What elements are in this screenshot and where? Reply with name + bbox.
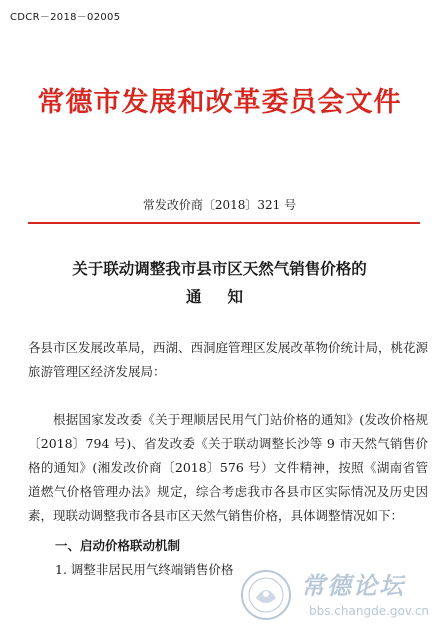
section-heading-1: 一、启动价格联动机制 <box>55 538 181 553</box>
document-header: 常德市发展和改革委员会文件 <box>37 87 402 118</box>
watermark-url: bbs.changde.gov.cn <box>309 604 430 618</box>
title-line-1: 关于联动调整我市县市区天然气销售价格的 <box>72 260 367 278</box>
document-number: 常发改价商〔2018〕321 号 <box>142 198 297 212</box>
subsection-heading-1: 1. 调整非居民用气终端销售价格 <box>55 562 234 577</box>
watermark-title: 常德论坛 <box>301 571 405 600</box>
red-divider <box>28 222 420 224</box>
document-code: CDCR－2018－02005 <box>10 12 121 23</box>
forum-watermark <box>239 566 429 626</box>
paragraph-1: 根据国家发改委《关于理顺居民用气门站价格的通知》(发改价格规〔2018〕794 号)、省发改委《关于联动调整长沙等 9 市天然气销售价格的通知》(湘发改价商〔2018〕576 号）文件精神，按照《湖南省管道燃气价格管理办法》规定，综合考虑我市各县市区实际情况及历史因素，现联动调整我市各县市区天然气销售价格，具体调整情况如下： <box>28 412 428 523</box>
document-title <box>0 255 439 311</box>
addressee: 各县市区发展改革局，西湖、西洞庭管理区发展改革物价统计局，桃花源旅游管理区经济发展局： <box>28 340 429 379</box>
watermark-logo-icon <box>239 568 293 622</box>
title-line-2: 通知 <box>185 288 269 306</box>
